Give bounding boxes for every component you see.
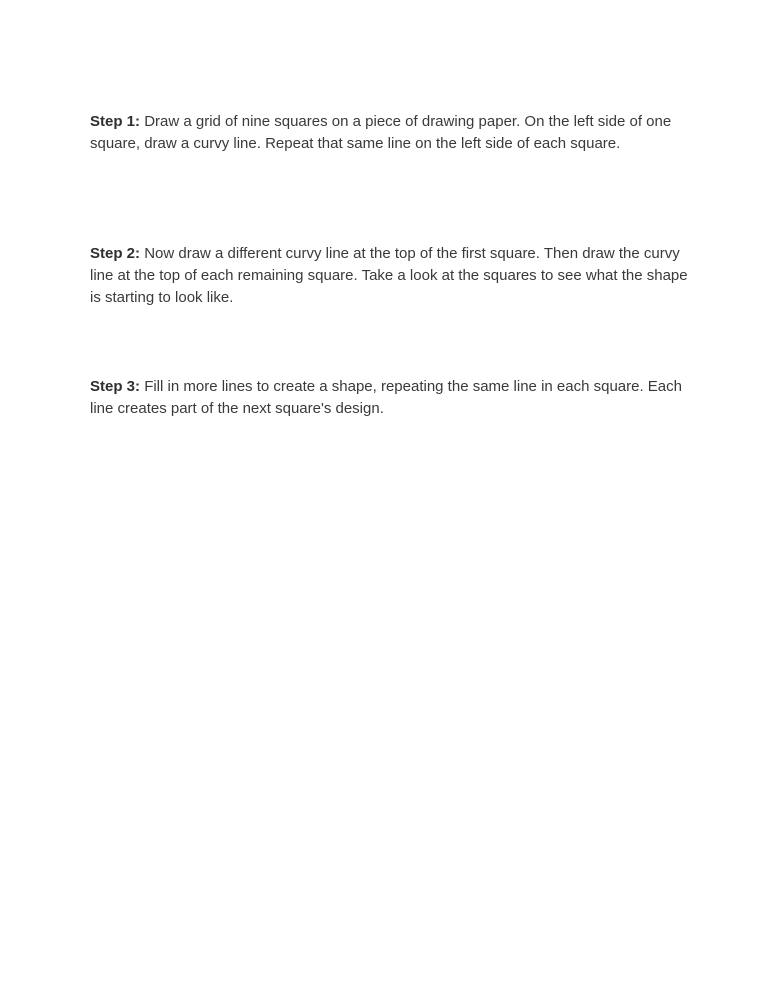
step-2-label: Step 2: — [90, 245, 141, 262]
step-3-label: Step 3: — [90, 378, 141, 395]
step-3-paragraph — [90, 376, 690, 420]
step-2-text: Now draw a different curvy line at the top of the first square. Then draw the curvy line at the top of each remaining square. Take a look at the squares to see what the shape is starting to look like. — [90, 245, 688, 306]
step-2-paragraph — [90, 243, 690, 309]
step-1-label: Step 1: — [90, 113, 141, 130]
step-1-text: Draw a grid of nine squares on a piece of drawing paper. On the left side of one square, draw a curvy line. Repeat that same line on the left side of each square. — [90, 113, 672, 152]
step-3-text: Fill in more lines to create a shape, repeating the same line in each square. Each line creates part of the next square's design. — [90, 378, 682, 417]
step-1-paragraph — [90, 111, 690, 155]
